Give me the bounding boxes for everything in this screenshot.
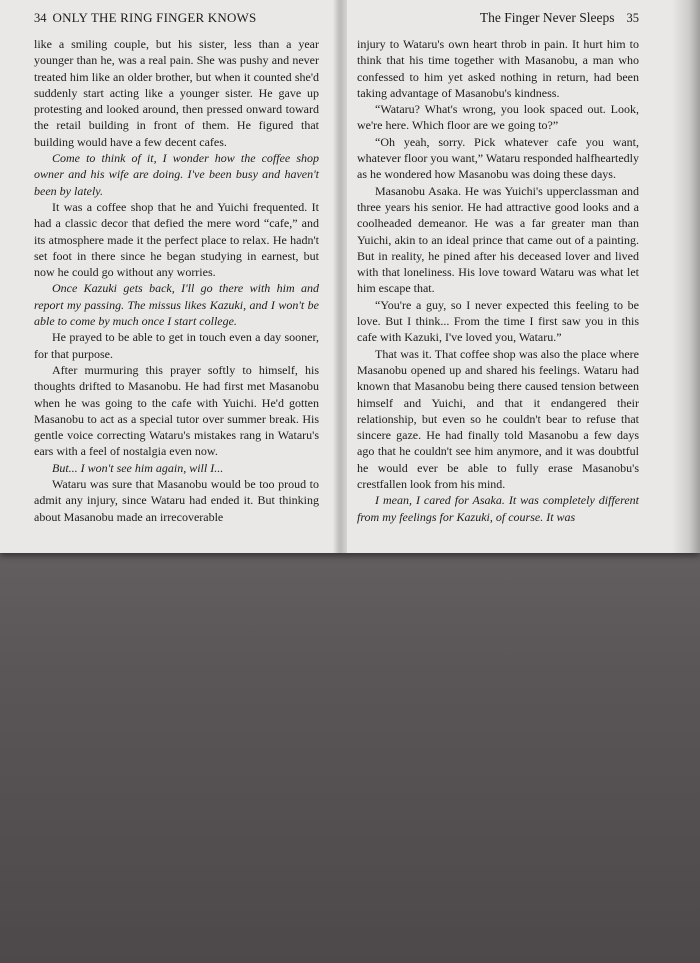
paragraph: It was a coffee shop that he and Yuichi frequented. It had a classic decor that defied the mere word “cafe,” and its atmosphere made it the perfect place to relax. He hadn't set foot in there since he began studying in earnest, but now he could go without any worries. [34, 199, 319, 280]
left-page-body [34, 36, 319, 525]
paragraph: “You're a guy, so I never expected this feeling to be love. But I think... From the time I first saw you in this cafe with Kazuki, I've loved you, Wataru.” [357, 297, 639, 345]
paragraph: “Oh yeah, sorry. Pick whatever cafe you want, whatever floor you want,” Wataru responded halfheartedly as he wondered how Masanobu was doing these days. [357, 134, 639, 182]
paragraph: Once Kazuki gets back, I'll go there with him and report my passing. The missus likes Kazuki, and I won't be able to come by much once I start college. [34, 281, 319, 329]
page-number: 35 [626, 11, 639, 25]
paragraph: Masanobu Asaka. He was Yuichi's upperclassman and three years his senior. He had attractive good looks and a coolheaded demeanor. He was a far greater man than Yuichi, akin to an ideal prince that came out of a painting. But in reality, he pined after his deceased lover and lived with that loneliness. His love toward Wataru was what let him escape that. [357, 183, 639, 296]
left-page-header [34, 10, 319, 30]
left-page [34, 10, 319, 525]
paragraph: He prayed to be able to get in touch even a day sooner, for that purpose. [34, 330, 319, 361]
paragraph: Wataru was sure that Masanobu would be too proud to admit any injury, since Wataru had ended it. But thinking about Masanobu made an irrecoverable [34, 477, 319, 524]
page-number: 34 [34, 11, 47, 25]
paragraph: That was it. That coffee shop was also the place where Masanobu opened up and shared his feelings. Wataru had known that Masanobu being there caused tension between himself and Yuichi, and that it endangered their relationship, but even so he couldn't bear to refuse that sincere gaze. He had finally told Masanobu a few days ago that he couldn't see him anymore, and it was doubtful he would ever be able to fully erase Masanobu's crestfallen look from his mind. [357, 346, 639, 492]
book-gutter [333, 0, 347, 553]
paragraph: But... I won't see him again, will I... [52, 460, 224, 475]
running-head: The Finger Never Sleeps [479, 10, 615, 25]
paragraph: Come to think of it, I wonder how the coffee shop owner and his wife are doing. I've been busy and haven't been by lately. [34, 151, 319, 198]
paragraph: injury to Wataru's own heart throb in pain. It hurt him to think that his time together with Masanobu, a man who confessed to him yet asked nothing in return, had been taking advantage of Masanobu's kindness. [357, 37, 639, 100]
right-page [357, 10, 639, 525]
paragraph: like a smiling couple, but his sister, less than a year younger than he, was a real pain. She was pushy and never treated him like an older brother, but when it counted she'd suddenly start acting like a younger sister. He gave up protesting and looked around, then pressed onward toward the retail building in front of them. He figured that building would have a few decent cafes. [34, 37, 319, 149]
page-edge-shadow [672, 0, 700, 553]
paragraph: I mean, I cared for Asaka. It was completely different from my feelings for Kazuki, of course. It was [357, 493, 639, 524]
right-page-body [357, 36, 639, 525]
paragraph: After murmuring this prayer softly to himself, his thoughts drifted to Masanobu. He had first met Masanobu when he was going to the cafe with Yuichi. He'd gotten Masanobu to act as a special tutor over summer break. His gentle voice correcting Wataru's mistakes rang in Wataru's ears with a feel of nostalgia even now. [34, 362, 319, 459]
right-page-header [357, 10, 639, 30]
paragraph: “Wataru? What's wrong, you look spaced out. Look, we're here. Which floor are we going to?” [357, 102, 639, 133]
running-head: ONLY THE RING FINGER KNOWS [52, 10, 257, 25]
